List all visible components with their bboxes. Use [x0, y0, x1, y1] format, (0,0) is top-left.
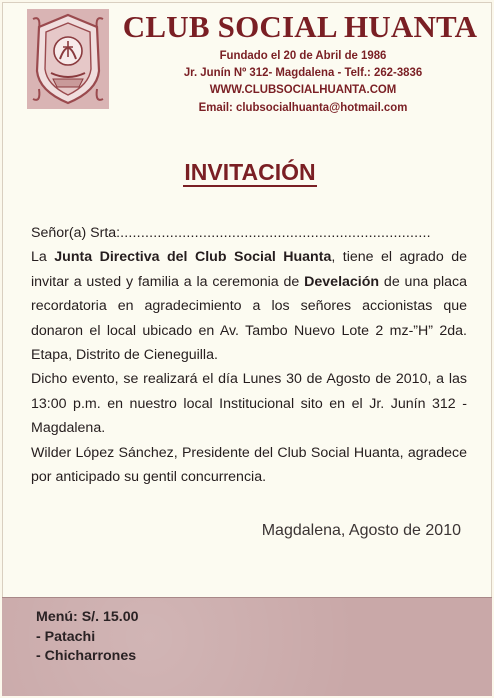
founded-line: Fundado el 20 de Abril de 1986 — [219, 48, 387, 62]
greeting-dots: ........................................................................... — [120, 225, 431, 241]
p1-bold-junta: Junta Directiva del Club Social Huanta — [54, 249, 332, 266]
paragraph-3: Wilder López Sánchez, Presidente del Club Social Huanta, agradece por anticipado su gentil concurrencia. — [31, 444, 467, 486]
address-line: Jr. Junín Nº 312- Magdalena - Telf.: 262-3836 — [183, 65, 423, 80]
paragraph-2: Dicho evento, se realizará el día Lunes 30 de Agosto de 2010, a las 13:00 p.m. en nuestro local Institucional sito en el Jr. Junín 312 - Magdalena. — [31, 371, 467, 437]
club-contact-block — [153, 47, 453, 116]
invitation-title-text: INVITACIÓN — [184, 159, 316, 185]
email-line: Email: clubsocialhuanta@hotmail.com — [198, 99, 408, 114]
p1-bold-develacion: Develación — [304, 273, 380, 290]
menu-title: Menú: S/. 15.00 — [36, 609, 139, 625]
p1-part-e: de una placa recordatoria en agradecimiento a los señores accionistas que donaron el local ubicado en Av. Tambo Nuevo Lote 2 mz-”H” 2da. Etapa, Distrito de Cieneguilla. — [31, 273, 467, 364]
paragraph-1 — [31, 245, 467, 367]
menu-band — [2, 597, 492, 696]
p1-part-c: , tiene el agrado de invitar a usted y familia a la ceremonia de — [31, 249, 467, 290]
menu-item: - Patachi — [36, 628, 96, 645]
menu-item: - Chicharrones — [36, 648, 137, 664]
p1-part-a: La — [31, 249, 55, 266]
greeting-label: Señor(a) Srta: — [31, 225, 121, 241]
invitation-body — [31, 221, 467, 489]
club-name: CLUB SOCIAL HUANTA — [122, 9, 478, 44]
invitation-title — [3, 159, 494, 186]
place-date: Magdalena, Agosto de 2010 — [261, 522, 461, 539]
club-emblem-icon — [27, 9, 109, 109]
website-line: WWW.CLUBSOCIALHUANTA.COM — [209, 82, 397, 97]
invitation-card — [2, 2, 492, 696]
menu-block — [36, 608, 139, 667]
greeting-line — [31, 221, 467, 245]
